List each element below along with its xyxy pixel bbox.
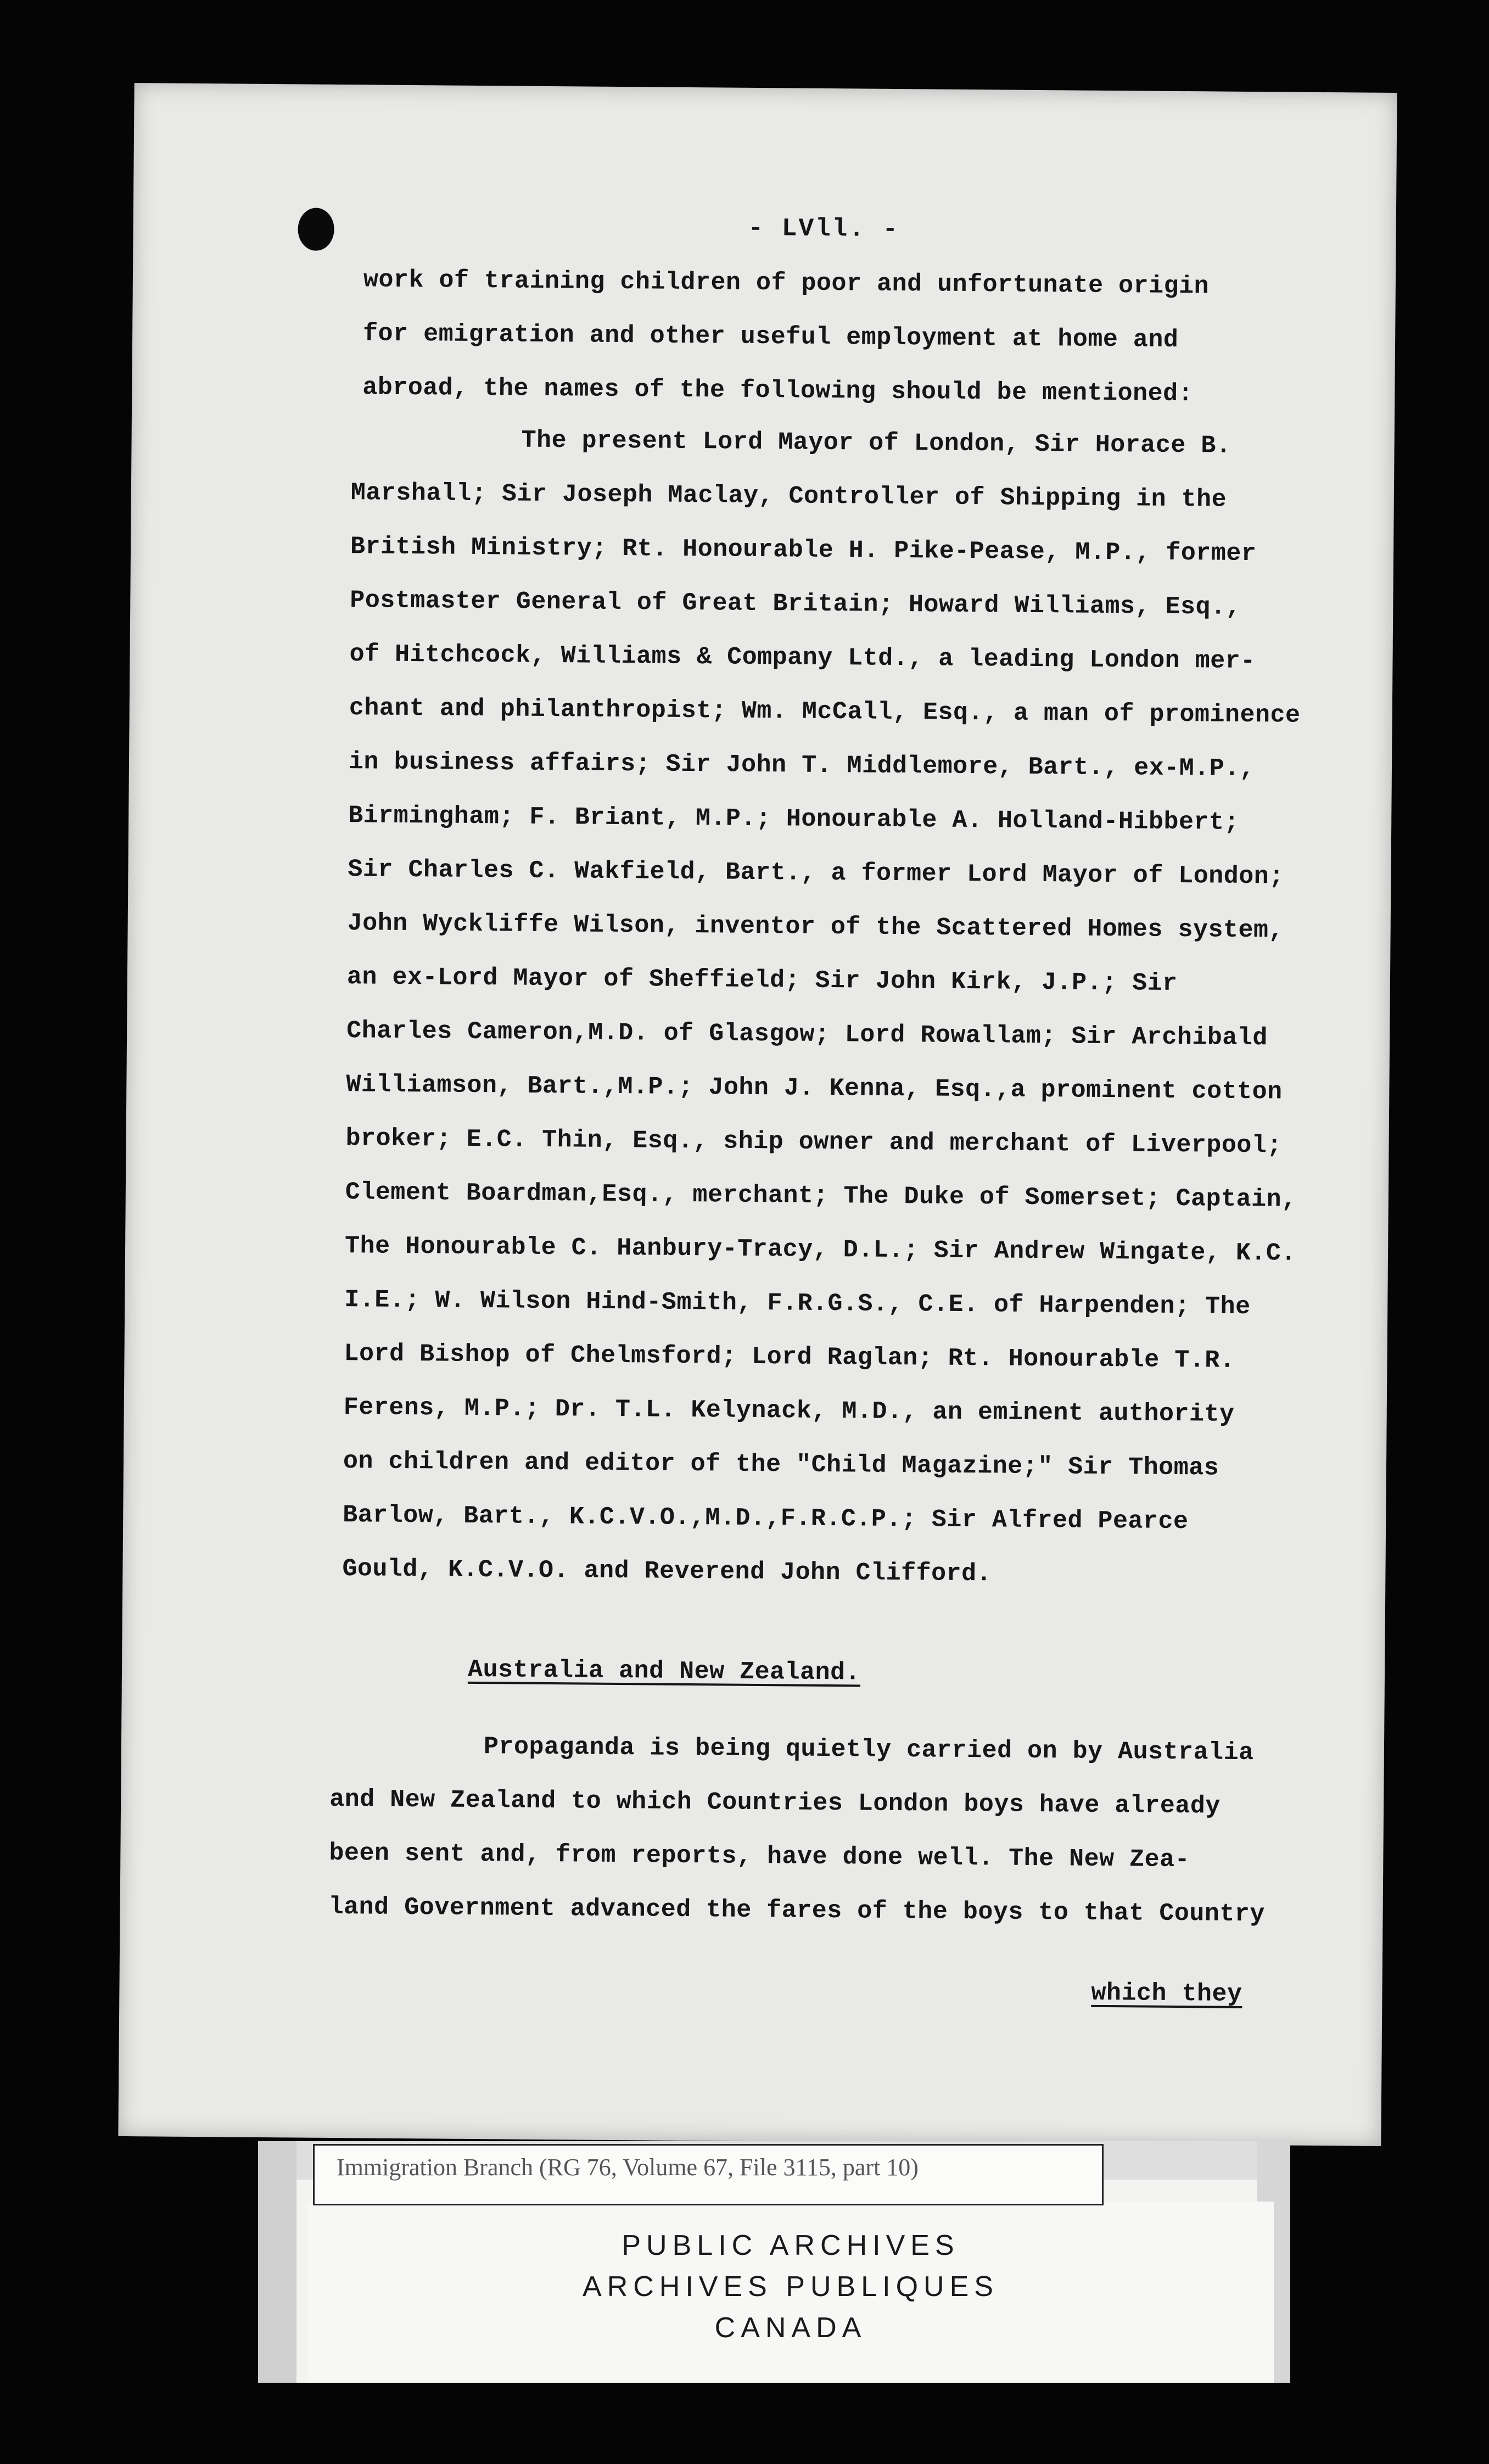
paragraph-line: chant and philanthropist; Wm. McCall, Esq., a man of prominence: [349, 694, 1301, 730]
paragraph-line: The Honourable C. Hanbury-Tracy, D.L.; Sir Andrew Wingate, K.C.: [344, 1232, 1297, 1268]
paragraph-line: an ex-Lord Mayor of Sheffield; Sir John Kirk, J.P.; Sir: [346, 963, 1178, 998]
paragraph-line: work of training children of poor and unfortunate origin: [363, 266, 1210, 301]
paragraph-line: The present Lord Mayor of London, Sir Horace B.: [521, 426, 1231, 460]
archive-label-line: PUBLIC ARCHIVES: [622, 2230, 960, 2261]
typed-page: [118, 83, 1397, 2146]
label-left-strip: [258, 2141, 296, 2383]
paragraph-line: Birmingham; F. Briant, M.P.; Honourable A. Holland-Hibbert;: [348, 802, 1240, 837]
paragraph-line: Williamson, Bart.,M.P.; John J. Kenna, Esq.,a prominent cotton: [346, 1071, 1283, 1106]
archive-label-line: ARCHIVES PUBLIQUES: [583, 2271, 999, 2303]
paragraph-line: I.E.; W. Wilson Hind-Smith, F.R.G.S., C.E. of Harpenden; The: [344, 1286, 1251, 1321]
paragraph-line: in business affairs; Sir John T. Middlemore, Bart., ex-M.P.,: [348, 748, 1255, 783]
paragraph-line: land Government advanced the fares of the boys to that Country: [328, 1892, 1266, 1929]
catchword: which they: [1091, 1979, 1242, 2008]
paragraph-line: Clement Boardman,Esq., merchant; The Duke of Somerset; Captain,: [345, 1178, 1297, 1214]
paragraph-line: for emigration and other useful employment at home and: [362, 320, 1179, 354]
paragraph-line: been sent and, from reports, have done well. The New Zea-: [329, 1839, 1190, 1874]
page-number: - LVll. -: [748, 214, 900, 244]
paragraph-line: John Wyckliffe Wilson, inventor of the Scattered Homes system,: [347, 909, 1284, 945]
paragraph-line: Charles Cameron,M.D. of Glasgow; Lord Rowallam; Sir Archibald: [346, 1017, 1268, 1052]
source-reference-label: Immigration Branch (RG 76, Volume 67, File 3115, part 10): [313, 2144, 1104, 2205]
punch-hole: [298, 208, 334, 251]
paragraph-line: Gould, K.C.V.O. and Reverend John Clifford.: [342, 1555, 992, 1588]
paragraph-line: British Ministry; Rt. Honourable H. Pike-Pease, M.P., former: [350, 533, 1257, 568]
paragraph-line: Marshall; Sir Joseph Maclay, Controller of Shipping in the: [350, 479, 1227, 514]
paragraph-line: Postmaster General of Great Britain; Howard Williams, Esq.,: [350, 586, 1241, 621]
paragraph-line: Barlow, Bart., K.C.V.O.,M.D.,F.R.C.P.; Sir Alfred Pearce: [343, 1501, 1189, 1536]
section-heading: Australia and New Zealand.: [467, 1655, 861, 1687]
paragraph-line: broker; E.C. Thin, Esq., ship owner and merchant of Liverpool;: [345, 1124, 1283, 1160]
paragraph-line: of Hitchcock, Williams & Company Ltd., a leading London mer-: [349, 640, 1256, 676]
paragraph-line: Propaganda is being quietly carried on by Australia: [483, 1733, 1254, 1767]
paragraph-line: Lord Bishop of Chelmsford; Lord Raglan; Rt. Honourable T.R.: [344, 1340, 1235, 1375]
paragraph-line: abroad, the names of the following should be mentioned:: [362, 373, 1194, 408]
paragraph-line: Ferens, M.P.; Dr. T.L. Kelynack, M.D., an eminent authority: [343, 1393, 1235, 1429]
archive-label: [307, 2202, 1274, 2383]
paragraph-line: Sir Charles C. Wakfield, Bart., a former Lord Mayor of London;: [348, 855, 1284, 891]
paragraph-line: and New Zealand to which Countries London boys have already: [329, 1785, 1221, 1821]
archive-label-line: CANADA: [714, 2312, 867, 2344]
paragraph-line: on children and editor of the "Child Magazine;" Sir Thomas: [343, 1447, 1219, 1482]
